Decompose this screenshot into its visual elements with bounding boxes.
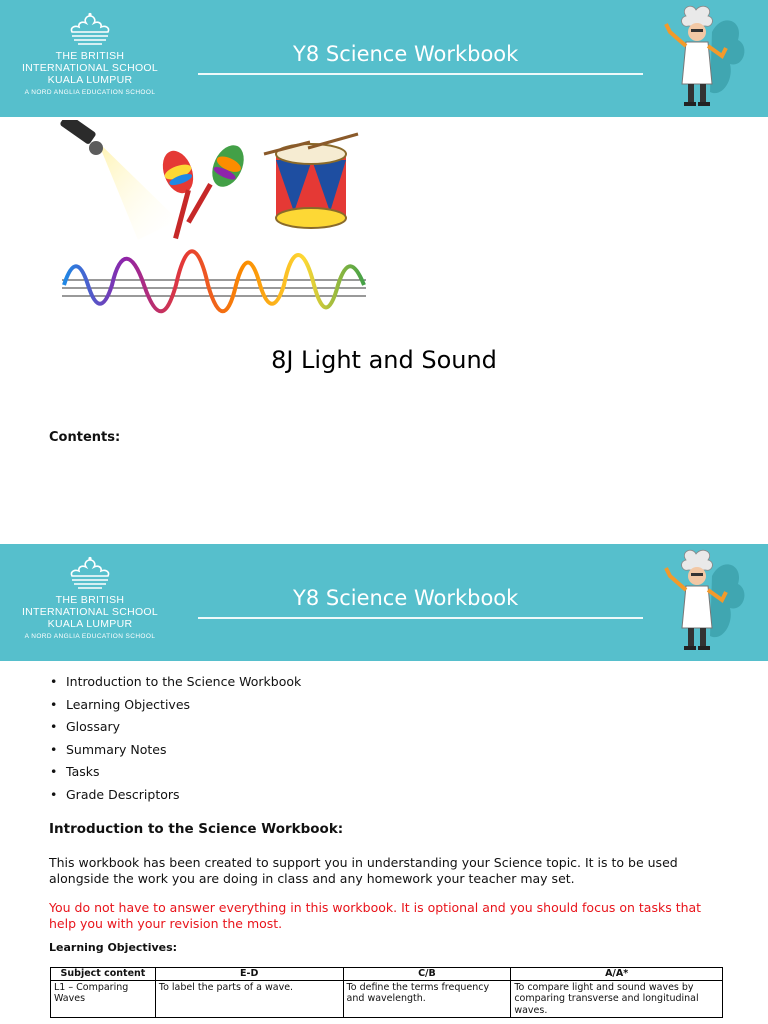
school-crest-icon (64, 12, 116, 46)
list-item: • Grade Descriptors (50, 786, 180, 802)
school-crest-icon (64, 556, 116, 590)
logo-line: KUALA LUMPUR (47, 618, 133, 630)
school-logo (10, 556, 170, 642)
torch-icon (59, 120, 178, 240)
workbook-title: Y8 Science Workbook (293, 586, 519, 610)
list-item: • Glossary (50, 719, 121, 734)
list-item: • Tasks (50, 764, 100, 779)
column-header: C/B (343, 968, 511, 981)
list-item: • Introduction to the Science Workbook (50, 674, 302, 689)
list-item: • Summary Notes (50, 741, 167, 757)
school-logo (10, 12, 170, 98)
column-header: A/A* (511, 968, 723, 981)
contents-item-label: Summary Notes (66, 741, 167, 757)
contents-heading: Contents: (49, 430, 121, 445)
learning-objectives-heading: Learning Objectives: (49, 941, 178, 954)
sound-wave-icon (62, 251, 366, 311)
intro-paragraph: This workbook has been created to support you in understanding your Science topic. It is to be used alongside the work you are doing in class and any homework your teacher may set. (49, 855, 678, 886)
logo-subtitle: A NORD ANGLIA EDUCATION SCHOOL (24, 633, 156, 640)
contents-item-label: Grade Descriptors (66, 786, 180, 802)
list-item: • Learning Objectives (50, 696, 191, 712)
light-sound-illustration (58, 120, 370, 325)
intro-note: You do not have to answer everything in this workbook. It is optional and you should focus on tasks that help you with your revision the most. (49, 900, 702, 931)
contents-item-label: Introduction to the Science Workbook (66, 674, 302, 689)
contents-list (48, 671, 301, 806)
table-cell: To define the terms frequency and wavelength. (343, 980, 511, 1018)
logo-line: THE BRITISH (55, 594, 125, 606)
intro-heading: Introduction to the Science Workbook: (49, 821, 344, 837)
column-header: E-D (155, 968, 343, 981)
logo-line: KUALA LUMPUR (47, 74, 133, 86)
drum-icon (264, 134, 358, 228)
learning-objectives-table (50, 967, 723, 1018)
contents-item-label: Learning Objectives (66, 696, 191, 712)
contents-item-label: Tasks (66, 764, 100, 779)
scientist-mascot-icon (652, 546, 752, 658)
header-banner (0, 544, 768, 661)
header-banner (0, 0, 768, 117)
table-cell: L1 – Comparing Waves (51, 980, 156, 1018)
title-underline (198, 73, 643, 75)
scientist-mascot-icon (652, 2, 752, 114)
table-row (51, 980, 723, 1018)
column-header: Subject content (51, 968, 156, 981)
title-underline (198, 617, 643, 619)
logo-line: THE BRITISH (55, 50, 125, 62)
logo-line: INTERNATIONAL SCHOOL (21, 606, 159, 618)
table-cell: To compare light and sound waves by comparing transverse and longitudinal waves. (511, 980, 723, 1018)
contents-item-label: Glossary (66, 719, 121, 734)
table-cell: To label the parts of a wave. (155, 980, 343, 1018)
topic-title: 8J Light and Sound (271, 346, 497, 374)
logo-subtitle: A NORD ANGLIA EDUCATION SCHOOL (24, 89, 156, 96)
logo-line: INTERNATIONAL SCHOOL (21, 62, 159, 74)
workbook-title: Y8 Science Workbook (293, 42, 519, 66)
maracas-icon (157, 140, 250, 239)
table-header-row (51, 968, 723, 981)
